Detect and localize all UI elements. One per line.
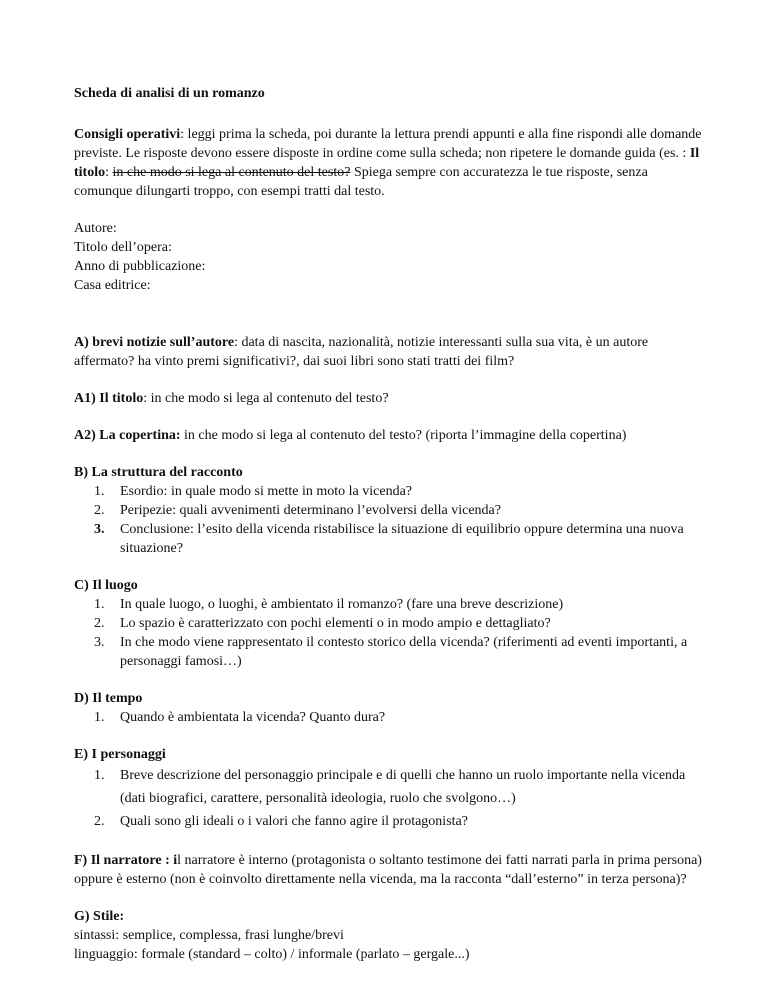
example-label: Il titolo [74,146,700,180]
section-e-label: E) I personaggi [74,747,166,762]
field-autore: Autore: [74,221,117,236]
list-item: 1. Quando è ambientata la vicenda? Quanto dura? [94,710,386,725]
section-a2-label: A2) La copertina: [74,428,181,443]
list-item: 3. Conclusione: l’esito della vicenda ristabilisce la situazione di equilibrio oppure determina una nuova situazione? [94,522,684,556]
section-g [74,907,704,964]
list-item: 1. Esordio: in quale modo si mette in moto la vicenda? [94,484,412,499]
page-title: Scheda di analisi di un romanzo [74,86,265,101]
stile-sintassi: sintassi: semplice, complessa, frasi lunghe/brevi [74,928,344,943]
section-g-label: G) Stile: [74,909,125,924]
section-b [74,463,704,558]
section-a1: A1) Il titolo: in che modo si lega al contenuto del testo? [74,391,389,406]
document-page [74,84,704,964]
section-d [74,689,704,727]
struck-text: in che modo si lega al contenuto del testo? [112,165,351,180]
list-item: 3. In che modo viene rappresentato il contesto storico della vicenda? (riferimenti ad eventi importanti, a personaggi famosi…) [94,635,688,669]
stile-linguaggio: linguaggio: formale (standard – colto) / informale (parlato – gergale...) [74,947,470,962]
field-anno: Anno di pubblicazione: [74,259,206,274]
section-d-label: D) Il tempo [74,691,143,706]
field-editore: Casa editrice: [74,278,151,293]
list-item: 2. Quali sono gli ideali o i valori che fanno agire il protagonista? [94,814,468,829]
list-item: 1. In quale luogo, o luoghi, è ambientato il romanzo? (fare una breve descrizione) [94,597,564,612]
section-c [74,576,704,671]
section-a: A) brevi notizie sull’autore: data di nascita, nazionalità, notizie interessanti sulla sua vita, è un autore affermato? ha vinto premi significativi?, dai suoi libri sono stati tratti dei film? [74,335,649,369]
list-item: 2. Peripezie: quali avvenimenti determinano l’evolversi della vicenda? [94,503,501,518]
section-f: F) Il narratore : il narratore è interno (protagonista o soltanto testimone dei fatti narrati parla in prima persona) oppure è esterno (non è coinvolto direttamente nella vicenda, ma la racconta “dall’esterno” in terza persona)? [74,853,702,887]
section-c-label: C) Il luogo [74,578,138,593]
field-titolo: Titolo dell’opera: [74,240,172,255]
section-f-label: F) Il narratore : i [74,853,178,868]
section-a1-label: A1) Il titolo [74,391,144,406]
list-item: 1. Breve descrizione del personaggio principale e di quelli che hanno un ruolo importante nella vicenda (dati biografici, carattere, personalità ideologia, ruolo che svolgono…) [94,768,686,806]
section-b-label: B) La struttura del racconto [74,465,243,480]
section-a2: A2) La copertina: in che modo si lega al contenuto del testo? (riporta l’immagine della copertina) [74,428,627,443]
consigli-paragraph: Consigli operativi: leggi prima la scheda, poi durante la lettura prendi appunti e alla fine rispondi alle domande previste. Le risposte devono essere disposte in ordine come sulla scheda; non ripetere le domande guida (es. : Il titolo: in che modo si lega al contenuto del testo? Spiega sempre con accuratezza le tue risposte, senza comunque dilungarti troppo, con esempi tratti dal testo. [74,127,702,199]
section-e [74,745,704,833]
info-fields [74,219,704,295]
consigli-label: Consigli operativi [74,127,181,142]
list-item: 2. Lo spazio è caratterizzato con pochi elementi o in modo ampio e dettagliato? [94,616,551,631]
section-a-label: A) brevi notizie sull’autore [74,335,235,350]
